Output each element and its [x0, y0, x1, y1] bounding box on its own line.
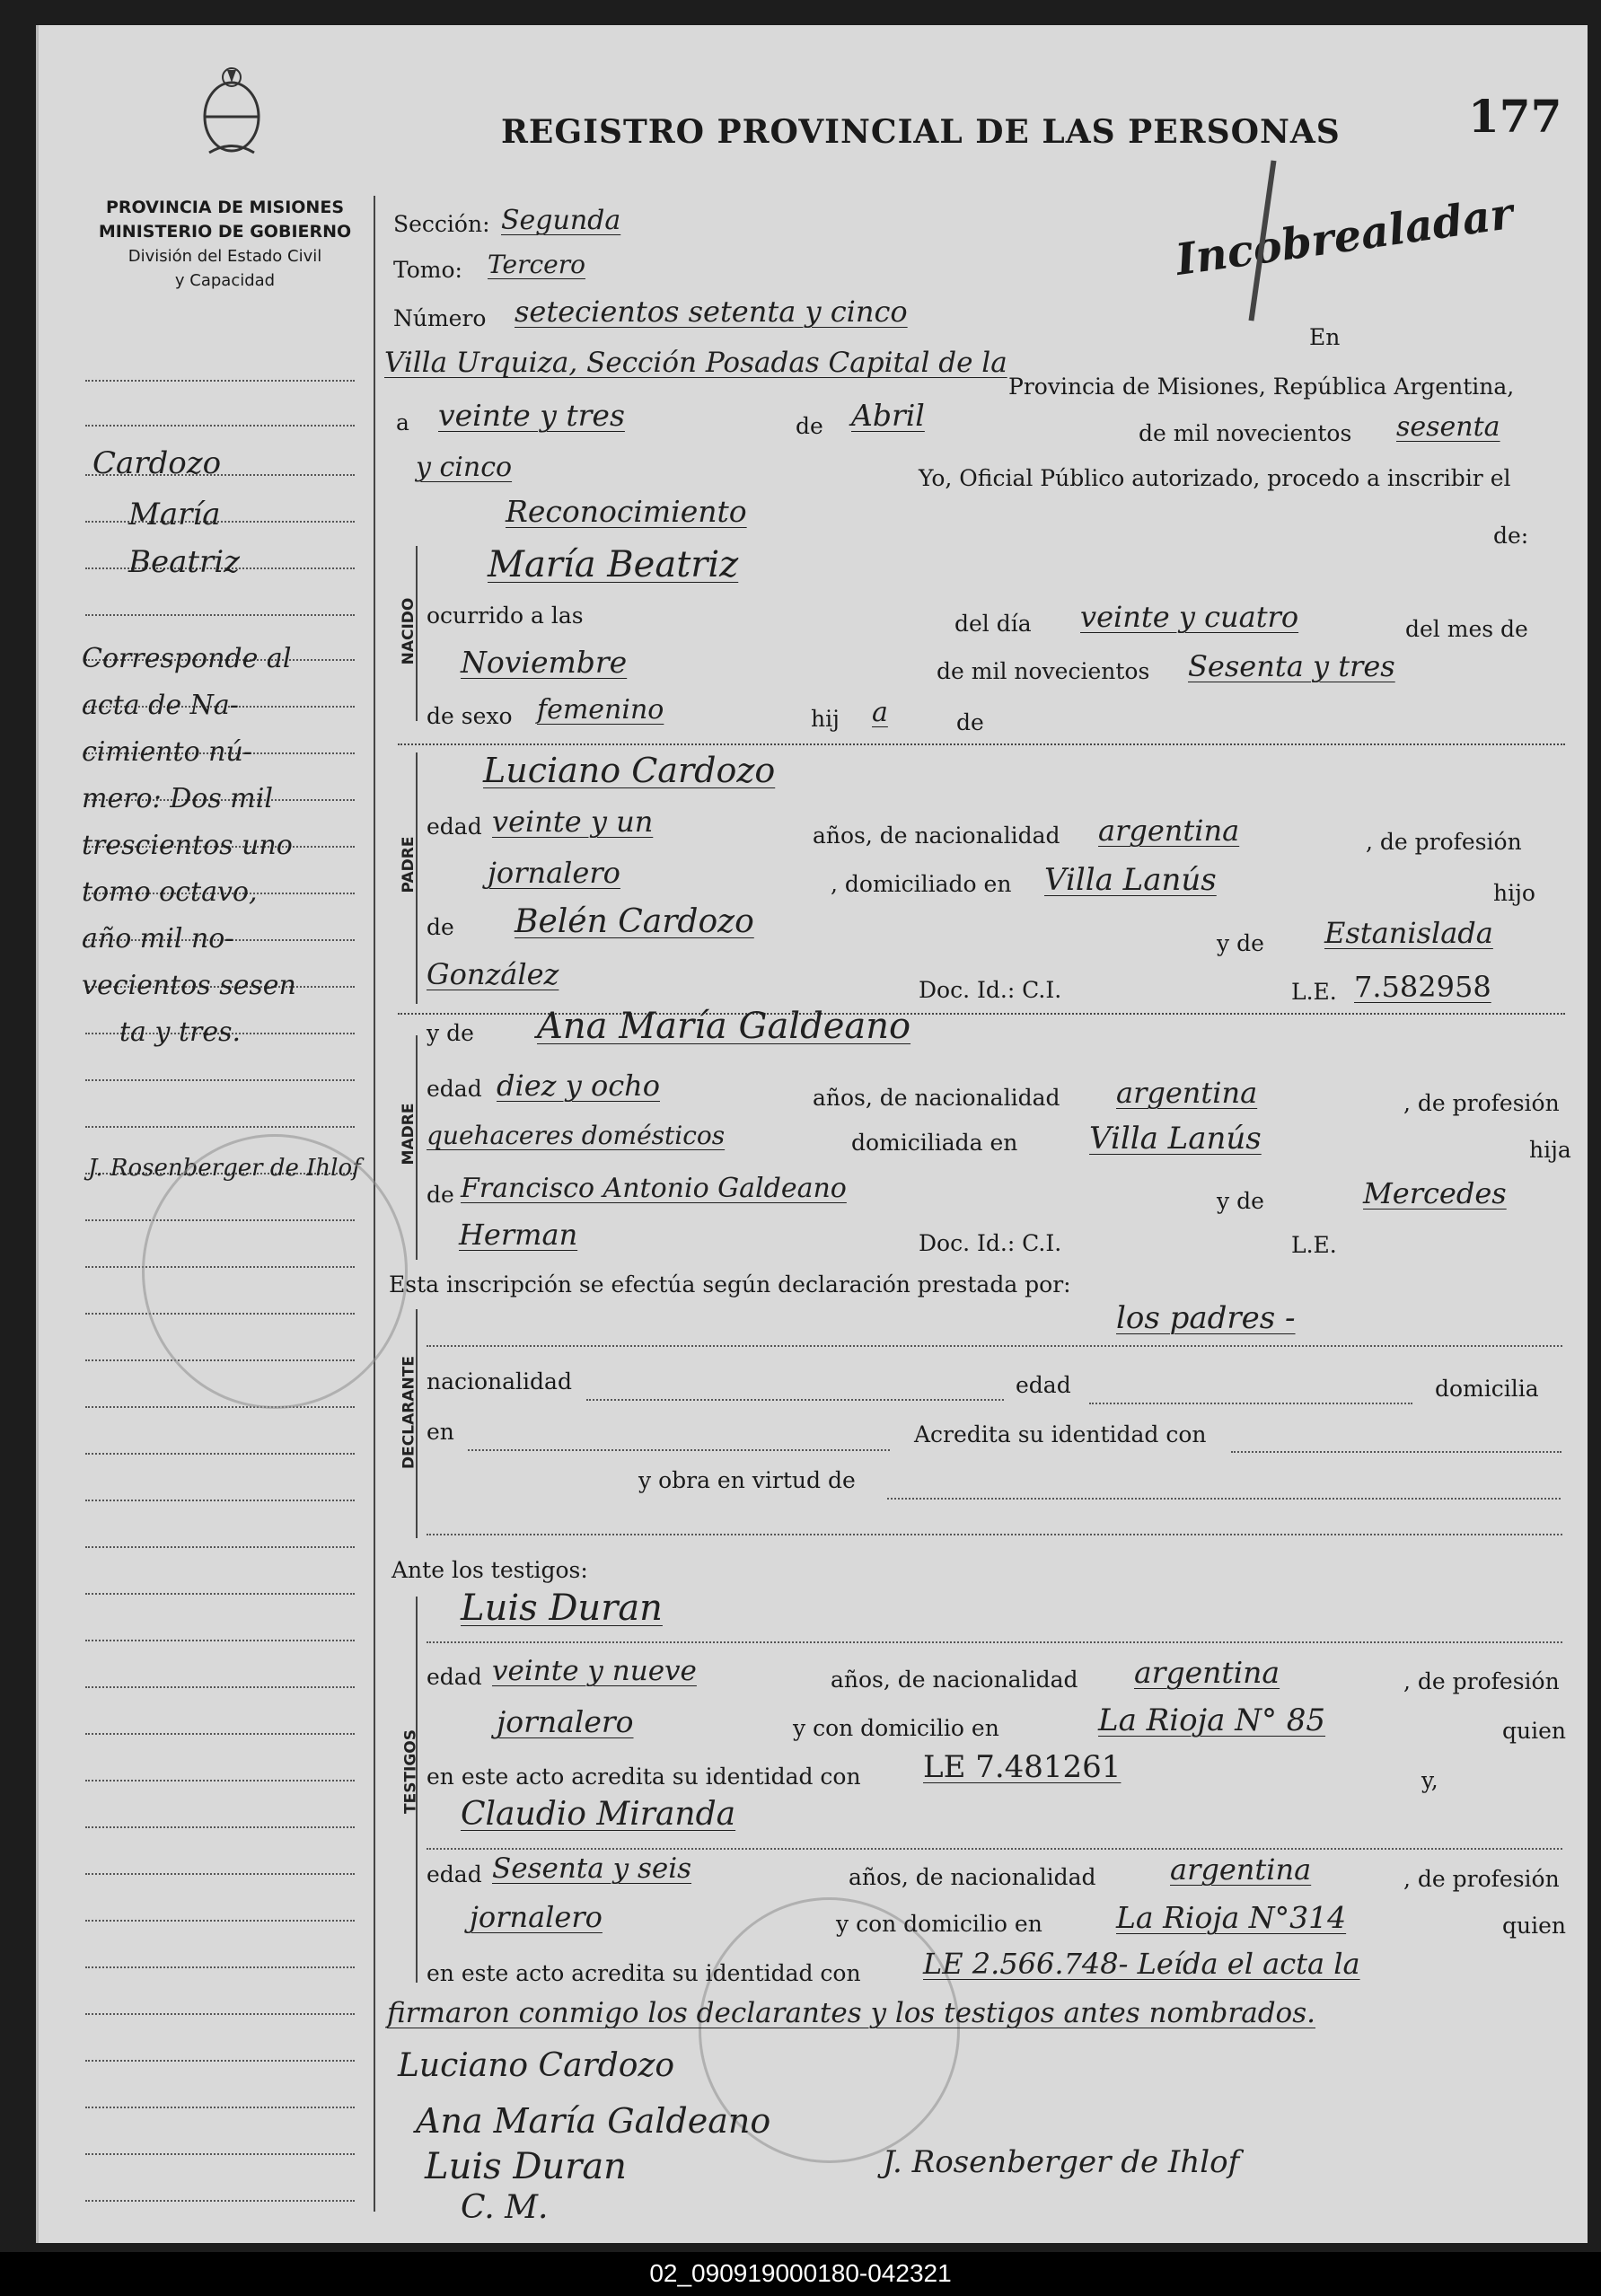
de-label: de	[427, 1182, 454, 1208]
y-de-label: y de	[1217, 930, 1264, 956]
edad-label: edad	[427, 1076, 482, 1102]
testigo2-nacionalidad: argentina	[1170, 1852, 1312, 1887]
testigos-section-label: TESTIGOS	[401, 1729, 420, 1815]
nacido-name: María Beatriz	[488, 544, 739, 585]
nacionalidad-label: años, de nacionalidad	[813, 1085, 1060, 1111]
blank-line	[586, 1399, 1004, 1401]
numero-label: Número	[393, 305, 487, 331]
en-label: en	[427, 1419, 454, 1445]
madre-profesion: quehaceres domésticos	[427, 1121, 726, 1150]
nacido-dia: veinte y cuatro	[1080, 600, 1299, 634]
provincia-text: Provincia de Misiones, República Argentina,	[1008, 374, 1515, 400]
padre-profesion: jornalero	[488, 856, 620, 890]
signature: Luciano Cardozo	[398, 2047, 675, 2084]
numero-value: setecientos setenta y cinco	[515, 295, 908, 329]
obra-label: y obra en virtud de	[638, 1467, 856, 1493]
testigo1-edad: veinte y nueve	[492, 1655, 697, 1687]
edad-label: edad	[427, 1664, 482, 1690]
testigo1-domicilio: La Rioja N° 85	[1098, 1702, 1326, 1738]
blank-line	[427, 1848, 1562, 1850]
y-de-label: y de	[427, 1020, 474, 1046]
declarante-section-label: DECLARANTE	[400, 1356, 418, 1469]
seccion-value: Segunda	[501, 205, 621, 236]
hija-label: hija	[1529, 1137, 1571, 1163]
office-block	[97, 196, 353, 293]
testigo1-name: Luis Duran	[461, 1588, 663, 1629]
nacionalidad-label: años, de nacionalidad	[813, 823, 1060, 849]
padre-nacionalidad: argentina	[1098, 814, 1240, 848]
quien-label: quien	[1502, 1913, 1566, 1939]
hij-label: hij	[811, 706, 840, 732]
tomo-value: Tercero	[488, 250, 585, 279]
doc-label: Doc. Id.: C.I.	[919, 1230, 1062, 1256]
abuelo-materno: Francisco Antonio Galdeano	[461, 1173, 847, 1204]
declarante-value: los padres -	[1116, 1300, 1296, 1336]
testigo2-documento: LE 2.566.748- Leída el acta la	[923, 1947, 1360, 1981]
de-label: de	[956, 709, 984, 735]
margin-given-name: Beatriz	[128, 544, 241, 580]
mil-label: de mil novecientos	[937, 658, 1150, 684]
padre-domicilio: Villa Lanús	[1044, 862, 1217, 898]
signature: Luis Duran	[425, 2146, 627, 2187]
anio-value: y cinco	[416, 452, 513, 483]
abuelo-paterno: Belén Cardozo	[515, 903, 754, 940]
nacionalidad-label: nacionalidad	[427, 1368, 572, 1394]
quien-label: quien	[1502, 1718, 1566, 1744]
doc-label: Doc. Id.: C.I.	[919, 977, 1062, 1003]
margin-surname: Cardozo	[92, 445, 222, 481]
document-page	[36, 25, 1588, 2243]
domicilio-label: y con domicilio en	[836, 1911, 1042, 1937]
le-label: L.E.	[1291, 979, 1337, 1005]
acto-value: Reconocimiento	[506, 494, 747, 529]
office-line: PROVINCIA DE MISIONES	[105, 198, 345, 217]
seccion-label: Sección:	[393, 211, 490, 237]
margin-note-line: cimiento nú-	[82, 736, 252, 768]
anio-value: sesenta	[1396, 411, 1500, 443]
margin-given-name: María	[128, 497, 221, 532]
abuela-paterna: Estanislada	[1324, 916, 1493, 950]
margin-note-line: tomo octavo,	[82, 876, 258, 908]
testigo1-profesion: jornalero	[497, 1704, 634, 1739]
madre-nacionalidad: argentina	[1116, 1076, 1258, 1110]
header-signature: Incobrealadar	[1172, 188, 1517, 286]
domicilia-label: domicilia	[1435, 1376, 1539, 1402]
testigos-intro: Ante los testigos:	[391, 1557, 588, 1583]
section-divider	[398, 743, 1565, 745]
de-colon-label: de:	[1493, 523, 1529, 549]
blank-line	[468, 1449, 890, 1451]
margin-note-line: ta y tres.	[119, 1016, 242, 1048]
madre-section-label: MADRE	[400, 1103, 418, 1166]
page-number: 177	[1468, 90, 1562, 143]
domicilio-label: y con domicilio en	[793, 1715, 999, 1741]
nacido-section-label: NACIDO	[400, 597, 418, 665]
blank-line	[1089, 1403, 1412, 1404]
testigo1-nacionalidad: argentina	[1134, 1655, 1280, 1690]
nacido-mes: Noviembre	[461, 645, 628, 680]
office-line: MINISTERIO DE GOBIERNO	[98, 222, 352, 242]
de-label: de	[796, 413, 823, 439]
blank-line	[1231, 1451, 1561, 1453]
testigo1-documento: LE 7.481261	[923, 1749, 1122, 1785]
blank-line	[427, 1641, 1562, 1643]
mes-value: Abril	[851, 398, 925, 433]
office-line: División del Estado Civil	[128, 247, 322, 266]
ocurrido-label: ocurrido a las	[427, 603, 584, 629]
en-value: Villa Urquiza, Sección Posadas Capital de la	[384, 347, 1007, 379]
testigo2-edad: Sesenta y seis	[492, 1852, 692, 1885]
profesion-label: , de profesión	[1366, 829, 1522, 855]
sexo-label: de sexo	[427, 703, 513, 729]
closing-text: firmaron conmigo los declarantes y los testigos antes nombrados.	[387, 1997, 1315, 2029]
nacionalidad-label: años, de nacionalidad	[831, 1667, 1078, 1693]
coat-of-arms-icon	[191, 63, 272, 160]
de-label: de	[427, 914, 454, 940]
madre-domicilio: Villa Lanús	[1089, 1121, 1262, 1157]
tomo-label: Tomo:	[393, 257, 462, 283]
blank-line	[427, 1345, 1562, 1347]
domicilio-label: domiciliada en	[851, 1130, 1018, 1156]
hijo-label: hijo	[1493, 880, 1535, 906]
abuela-paterna: González	[427, 957, 559, 991]
profesion-label: , de profesión	[1403, 1090, 1560, 1116]
edad-label: edad	[427, 814, 482, 840]
signature: J. Rosenberger de Ihlof	[883, 2144, 1240, 2180]
testigo2-name: Claudio Miranda	[461, 1796, 736, 1833]
signature: Ana María Galdeano	[416, 2101, 771, 2141]
abuela-materna: Herman	[459, 1218, 578, 1252]
blank-line	[887, 1498, 1561, 1500]
padre-section-label: PADRE	[400, 836, 418, 893]
y-de-label: y de	[1217, 1188, 1264, 1214]
signature: C. M.	[461, 2189, 549, 2226]
padre-name: Luciano Cardozo	[483, 751, 776, 790]
abuela-materna: Mercedes	[1363, 1176, 1507, 1210]
sexo-value: femenino	[537, 694, 664, 726]
le-label: L.E.	[1291, 1232, 1337, 1258]
testigo2-domicilio: La Rioja N°314	[1116, 1900, 1347, 1935]
a-label: a	[396, 409, 409, 435]
margin-note-line: año mil no-	[82, 923, 234, 954]
dia-value: veinte y tres	[438, 398, 625, 433]
blank-line	[427, 1534, 1562, 1535]
padre-le: 7.582958	[1354, 970, 1491, 1004]
profesion-label: , de profesión	[1403, 1866, 1560, 1892]
edad-label: edad	[1016, 1372, 1071, 1398]
official-stamp	[142, 1134, 408, 1409]
testigo2-profesion: jornalero	[470, 1900, 603, 1934]
y-label: y,	[1421, 1767, 1438, 1793]
acredita-label: en este acto acredita su identidad con	[427, 1764, 861, 1790]
image-id-footer	[0, 2252, 1601, 2296]
del-mes-label: del mes de	[1405, 616, 1528, 642]
acredita-label: Acredita su identidad con	[914, 1421, 1207, 1447]
madre-name: Ana María Galdeano	[537, 1006, 911, 1047]
profesion-label: , de profesión	[1403, 1668, 1560, 1694]
del-dia-label: del día	[954, 611, 1032, 637]
margin-signature: J. Rosenberger de Ihlof	[88, 1155, 361, 1182]
domicilio-label: , domiciliado en	[831, 871, 1012, 897]
hij-value: a	[872, 697, 888, 728]
document-title: REGISTRO PROVINCIAL DE LAS PERSONAS	[501, 113, 1341, 151]
margin-note-line: acta de Na-	[82, 690, 239, 721]
madre-edad: diez y ocho	[497, 1069, 660, 1103]
office-line: y Capacidad	[174, 271, 276, 290]
margin-note-line: mero: Dos mil	[82, 783, 273, 814]
declarante-intro: Esta inscripción se efectúa según declaración prestada por:	[389, 1271, 1071, 1298]
oficial-text: Yo, Oficial Público autorizado, procedo a inscribir el	[919, 465, 1511, 491]
padre-edad: veinte y un	[492, 805, 654, 839]
nacido-anio: Sesenta y tres	[1188, 649, 1395, 683]
edad-label: edad	[427, 1861, 482, 1887]
margin-note-line: Corresponde al	[82, 643, 292, 674]
acredita-label: en este acto acredita su identidad con	[427, 1960, 861, 1986]
margin-note-line: vecientos sesen	[82, 970, 296, 1001]
margin-note-line: trescientos uno	[82, 830, 293, 861]
mil-label: de mil novecientos	[1139, 420, 1352, 446]
image-id: 02_090919000180-042321	[649, 2259, 952, 2287]
en-label: En	[1309, 324, 1341, 350]
nacionalidad-label: años, de nacionalidad	[849, 1864, 1096, 1890]
